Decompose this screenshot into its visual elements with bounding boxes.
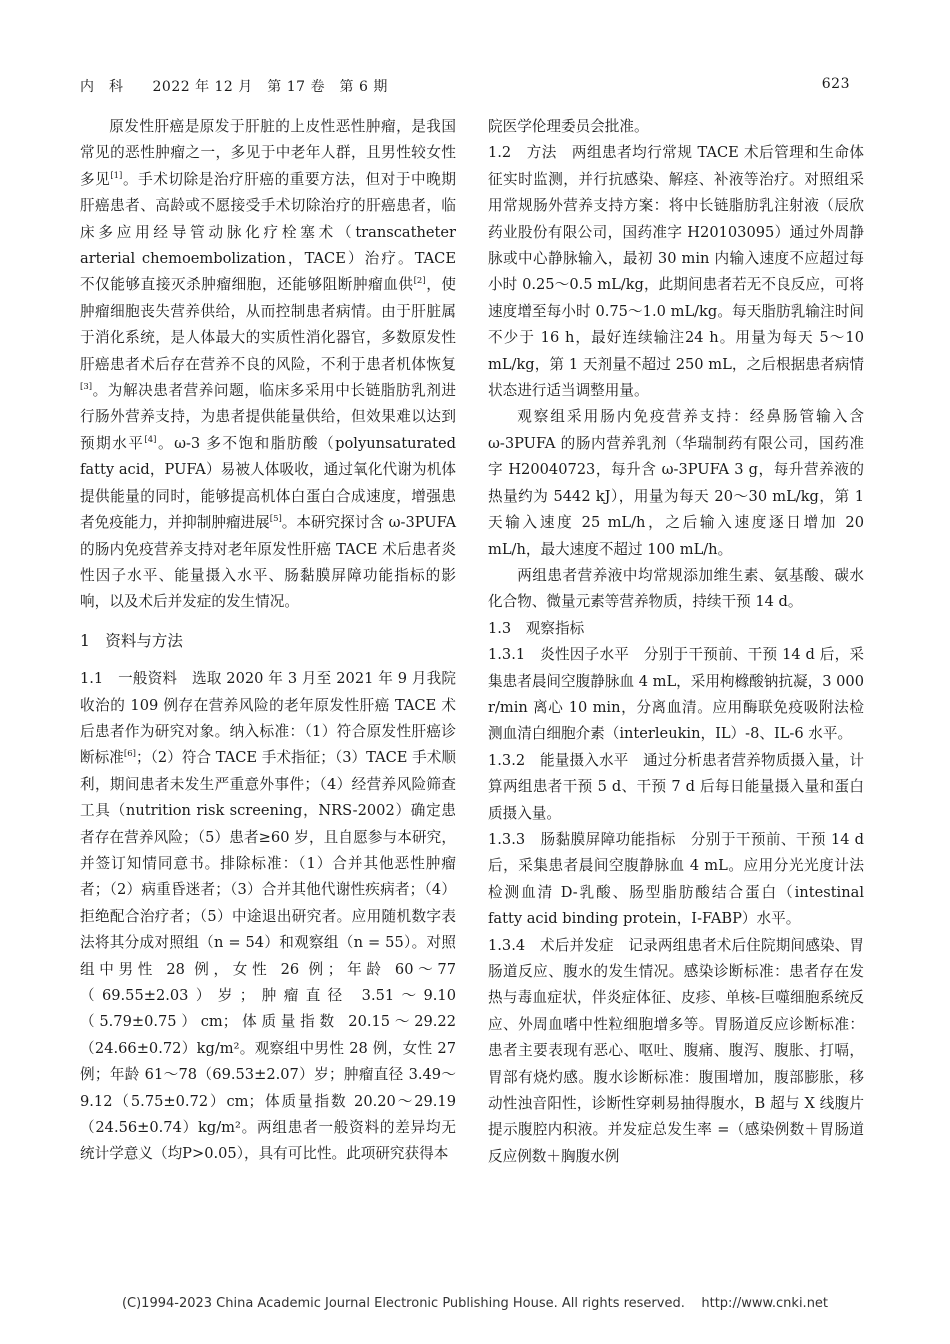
both-groups-paragraph: 两组患者营养液中均常规添加维生素、氨基酸、碳水化合物、微量元素等营养物质，持续干预 14 d。 [488, 566, 864, 611]
section-1-2-paragraph: 1.2 方法 两组患者均行常规 TACE 术后管理和生命体征实时监测，并行抗感染、解痉、补液等治疗。对照组采用常规肠外营养支持方案：将中长链脂肪乳注射液（辰欣药业股份有限公司，国药准字 H20103095）通过外周静脉或中心静脉输入，最初 30 min 内输入速度不应超过每小时 0.25～0.5 mL/kg，此期间患者若无不良反应，可将速度增至每小时 0.75～1.0 mL/kg。每天脂肪乳输注时间不少于 16 h，最好连续输注24 h。用量为每天 5～10 mL/kg，第 1 天剂量不超过 250 mL，之后根据患者病情状态进行适当调整用量。 [488, 144, 864, 400]
section-heading-methods: 1 资料与方法 [80, 631, 183, 650]
left-column [80, 114, 456, 1168]
citation-3: [3] [80, 382, 93, 393]
citation-6: [6] [123, 749, 136, 760]
intro-text-2: 。手术切除是治疗肝癌的重要方法，但对于中晚期肝癌患者、高龄或不愿接受手术切除治疗的肝癌患者，临床多应用经导管动脉化疗栓塞术（transcatheter arterial chemoembolization，TACE）治疗。TACE 不仅能够直接灭杀肿瘤细胞，还能够阻断肿瘤血供 [80, 170, 456, 294]
journal-info: 内 科 2022 年 12 月 第 17 卷 第 6 期 [80, 79, 388, 95]
section-1-3-heading: 1.3 观察指标 [488, 619, 585, 637]
intro-text-3: ，使肿瘤细胞丧失营养供给，从而控制患者病情。由于肝脏属于消化系统，是人体最大的实质性消化器官，多数原发性肝癌患者术后存在营养不良的风险，不利于患者机体恢复 [80, 276, 456, 373]
page-number: 623 [821, 76, 850, 92]
s11-text-1: 1.1 一般资料 选取 2020 年 3 月至 2021 年 9 月我院收治的 109 例存在营养风险的老年原发性肝癌 TACE 术后患者作为研究对象。纳入标准：（1）符合原发性肝癌诊断标准 [80, 670, 456, 767]
intro-text-1: 原发性肝癌是原发于肝脏的上皮性恶性肿瘤，是我国常见的恶性肿瘤之一，多见于中老年人群，且男性较女性多见 [80, 118, 456, 188]
s11-text-2: ；（2）符合 TACE 手术指征；（3）TACE 手术顺利，期间患者未发生严重意外事件；（4）经营养风险筛查工具（nutrition risk screening，NRS-2002）确定患者存在营养风险；（5）患者≥60 岁，且自愿参与本研究，并签订知情同意书。排除标准：（1）合并其他恶性肿瘤者；（2）病重昏迷者；（3）合并其他代谢性疾病者；（4）拒绝配合治疗者；（5）中途退出研究者。应用随机数字表法将其分成对照组（n = 54）和观察组（n = 55）。对照组中男性 28 例，女性 26 例；年龄 60～77（69.55±2.03）岁；肿瘤直径 3.51～9.10（5.79±0.75）cm；体质量指数 20.15～29.22（24.66±0.72）kg/m²。观察组中男性 28 例，女性 27 例；年龄 61～78（69.53±2.07）岁；肿瘤直径 3.49～9.12（5.75±0.72）cm；体质量指数 20.20～29.19（24.56±0.74）kg/m²。两组患者一般资料的差异均无统计学意义（均P>0.05），具有可比性。此项研究获得本 [80, 749, 456, 1163]
section-1-3-2-paragraph: 1.3.2 能量摄入水平 通过分析患者营养物质摄入量，计算两组患者干预 5 d、干预 7 d 后每日能量摄入量和蛋白质摄入量。 [488, 751, 864, 822]
section-1-3-4-paragraph: 1.3.4 术后并发症 记录两组患者术后住院期间感染、胃肠道反应、腹水的发生情况。感染诊断标准：患者存在发热与毒血症状，伴炎症体征、皮疹、单核-巨噬细胞系统反应、外周血嗜中性粒细胞增多等。胃肠道反应诊断标准：患者主要表现有恶心、呕吐、腹痛、腹泻、腹胀、打嗝，胃部有烧灼感。腹水诊断标准：腹围增加，腹部膨胀，移动性浊音阳性，诊断性穿刺易抽得腹水，B 超与 X 线腹片提示腹腔内积液。并发症总发生率 =（感染例数＋胃肠道反应例数＋胸腹水例 [488, 936, 864, 1165]
section-1-3-1-paragraph: 1.3.1 炎性因子水平 分别于干预前、干预 14 d 后，采集患者晨间空腹静脉血 4 mL，采用枸橼酸钠抗凝，3 000 r/min 离心 10 min，分离血清。应用酶联免疫吸附法检测血清白细胞介素（interleukin，IL）-8、IL-6 水平。 [488, 646, 864, 743]
intro-text-4: 。为解决患者营养问题，临床多采用中长链脂肪乳剂进行肠外营养支持，为患者提供能量供给，但效果难以达到预期水平 [80, 382, 456, 452]
citation-1: [1] [110, 170, 123, 181]
continuation-text: 院医学伦理委员会批准。 [488, 118, 649, 135]
copyright-footer: (C)1994-2023 China Academic Journal Electronic Publishing House. All rights reserved. http://www.cnki.net [121, 1296, 829, 1311]
citation-4: [4] [144, 435, 157, 446]
intro-text-6: 。本研究探讨含 ω-3PUFA 的肠内免疫营养支持对老年原发性肝癌 TACE 术后患者炎性因子水平、能量摄入水平、肠黏膜屏障功能指标的影响，以及术后并发症的发生情况。 [80, 514, 456, 611]
right-column [488, 114, 864, 1170]
observation-group-paragraph: 观察组采用肠内免疫营养支持：经鼻肠管输入含 ω-3PUFA 的肠内营养乳剂（华瑞制药有限公司，国药准字 H20040723，每升含 ω-3PUFA 3 g，每升营养液的热量约为 5442 kJ），用量为每天 20～30 mL/kg，第 1 天输入速度 25 mL/h，之后输入速度逐日增加 20 mL/h，最大速度不超过 100 mL/h。 [488, 408, 864, 558]
section-1-3-3-paragraph: 1.3.3 肠黏膜屏障功能指标 分别于干预前、干预 14 d 后，采集患者晨间空腹静脉血 4 mL。应用分光光度计法检测血清 D-乳酸、肠型脂肪酸结合蛋白（intestinal fatty acid binding protein，I-FABP）水平。 [488, 830, 864, 928]
intro-paragraph [80, 114, 456, 616]
citation-2: [2] [413, 276, 426, 287]
intro-text-5: 。ω-3 多不饱和脂肪酸（polyunsaturated fatty acid，PUFA）易被人体吸收，通过氧化代谢为机体提供能量的同时，能够提高机体白蛋白合成速度，增强患者免疫能力，并抑制肿瘤进展 [80, 434, 456, 532]
citation-5: [5] [269, 514, 282, 525]
section-1-1-paragraph [80, 666, 456, 1168]
running-header [80, 76, 850, 100]
